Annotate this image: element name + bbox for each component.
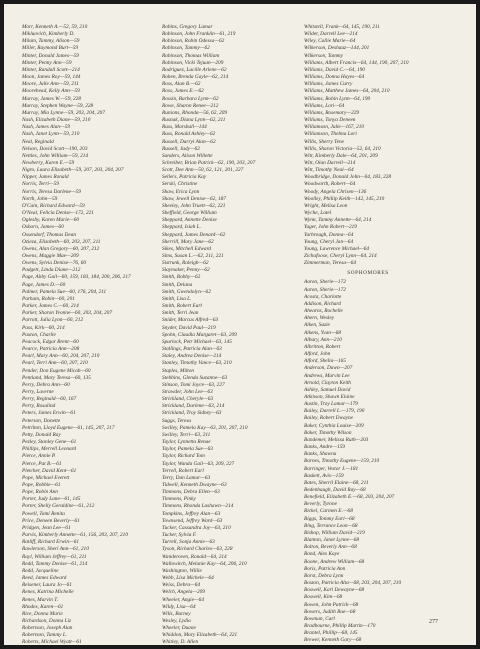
index-entry: Moore, Julie Ann—59, 211: [22, 81, 79, 88]
index-entry: Murray, Mia Lynne—59, 203, 204, 207: [22, 109, 105, 116]
index-entry: Baker, Cynthia Louise—209: [304, 422, 364, 429]
index-entry: Williams, James Curry: [304, 81, 353, 88]
index-entry: Bradbourne, Phillip Martin—170: [304, 622, 376, 629]
index-entry: Timmons, Debra Ellen—63: [162, 489, 220, 496]
index-entry: Sheeley, John Truett—62, 221: [162, 202, 226, 209]
index-entry: Brantel, Phillip—68, 145: [304, 630, 358, 637]
index-entry: North, John—59: [22, 195, 58, 202]
index-entry: Robinson, Vicki Tejuan—209: [162, 59, 224, 66]
index-entry: Whitley, D. Allen: [162, 639, 199, 645]
index-entry: Boone, Andrew William—68: [304, 558, 365, 565]
index-entry: Pender, Don Eugene Micah—60: [22, 367, 91, 374]
index-entry: Miller, Raymond Burt—59: [22, 45, 79, 52]
index-entry: Sherrill, Mary Jane—62: [162, 238, 214, 245]
index-entry: Timmons, Pinky: [162, 496, 196, 503]
index-entry: Ahern, Wesley: [304, 315, 335, 322]
index-entry: Webb, Lisa Michele—64: [162, 575, 214, 582]
index-entry: Williams, Lori—64: [304, 102, 345, 109]
index-entry: Perry, Rosalind: [22, 403, 56, 410]
index-entry: Renes, Katrina Michelle: [22, 589, 74, 596]
index-entry: Parham, Robin—60, 201: [22, 295, 75, 302]
index-entry: Strickland, Darlene—63, 214: [162, 403, 225, 410]
index-entry: Rowe, Sharon Renee—212: [162, 102, 219, 109]
index-entry: Bailey, Darrell L.—179, 190: [304, 408, 365, 415]
index-entry: Smith, Lisa L.: [162, 295, 192, 302]
index-entry: Boris, Patricia Ann: [304, 565, 346, 572]
index-entry: Pierce, Annie P.: [22, 453, 56, 460]
index-entry: Paxton, Charlie: [22, 331, 56, 338]
index-entry: Yager, John Robert—219: [304, 224, 357, 231]
index-entry: Barnes, Timothy Eugene—159, 210: [304, 458, 380, 465]
index-entry: Strickland, Cheryle—63: [162, 396, 214, 403]
index-entry: Perry, Laverne: [22, 388, 54, 395]
index-entry: Rusnak, Diana Lynn—62, 211: [162, 117, 226, 124]
index-entry: Moorehead, Kelly Ann—59: [22, 88, 80, 95]
index-entry: Reisener, Laura Jo—61: [22, 582, 72, 589]
index-entry: Borst, Debra Lynn: [304, 572, 344, 579]
index-entry: Welch, Angela—209: [162, 589, 205, 596]
index-entry: Smith, Bobby—62: [162, 274, 201, 281]
index-entry: Owens, Alan Gregory—60, 207, 212: [22, 245, 100, 252]
index-entry: Ross, Alan B.—62: [162, 81, 201, 88]
index-entry: Turrell, Sonja Annie—63: [162, 539, 215, 546]
index-entry: O'Neal, Felicia Denise—172, 221: [22, 210, 94, 217]
index-entry: Blanton, Janet Lynne—68: [304, 537, 360, 544]
index-entry: Snider, Marcus Alfred—63: [162, 317, 219, 324]
index-entry: Sikes, Mitchell Edward: [162, 245, 212, 252]
index-entry: Aaron, Sherie—172: [304, 286, 346, 293]
index-entry: Spurlock, Petr Michael—63, 145: [162, 338, 232, 345]
index-entry: Banks, Shawna: [304, 451, 337, 458]
index-entry: Wynn, Tammy Annette—64, 214: [304, 217, 372, 224]
index-entry: Witt, Olan Darrell—214: [304, 159, 356, 166]
index-entry: Bowman, Carl: [304, 615, 335, 622]
index-entry: Robinson, Thomas William: [162, 52, 220, 59]
index-entry: Tyson, Richard Charles—63, 228: [162, 546, 233, 553]
index-entry: Albritton, Robert: [304, 343, 341, 350]
index-entry: Minter, Penny Ann—59: [22, 59, 72, 66]
index-entry: Sanders, Alison Willette: [162, 152, 213, 159]
index-entry: Taylor, Lynnetta Renae: [162, 439, 211, 446]
index-entry: Ahearns, Rochelle: [304, 308, 343, 315]
index-entry: Andrews, Marvin Lee: [304, 372, 350, 379]
index-entry: Stanley, Timothy Vance—63, 210: [162, 360, 232, 367]
index-entry: Woodbridge, Donald John—64, 183, 228: [304, 174, 392, 181]
index-entry: Rhodes, Karen—61: [22, 603, 64, 610]
index-entry: Wilkerson, Tammy: [304, 52, 343, 59]
index-entry: Wildy, Lisa—64: [162, 603, 196, 610]
index-entry: Banks, Andre—159: [304, 444, 345, 451]
index-entry: Boston, Patricia Alta—68, 203, 204, 207, 210: [304, 580, 402, 587]
index-entry: Milam, Tammy, Alison—59: [22, 38, 80, 45]
index-entry: Renes, Marvin T.: [22, 596, 59, 603]
index-entry: Williamson, Thelma Lori: [304, 131, 357, 138]
index-entry: Pletcher, David Kent—61: [22, 467, 77, 474]
index-entry: Biggs, Tommy Earl—68: [304, 515, 355, 522]
index-entry: Austin, Troy Lamar—179: [304, 401, 358, 408]
index-entry: Price, Deneen Beverly—61: [22, 517, 80, 524]
index-entry: Willis, Sharon Victoria—52, 64, 210: [304, 145, 381, 152]
index-entry: Baskett, Avis—159: [304, 472, 344, 479]
index-entry: Osborn, James—60: [22, 224, 64, 231]
index-entry: Whiddon, Mary Elizabeth—64, 221: [162, 632, 238, 639]
index-entry: Smith, Robert Earl: [162, 303, 202, 310]
index-entry: Swilley, Pamela Kay—63, 201, 207, 210: [162, 424, 248, 431]
index-entry: Owens, Maggie Mae—209: [22, 253, 79, 259]
index-entry: Stebbins, Glenda Suzanne—63: [162, 374, 228, 381]
index-entry: Staley, Andrea Denise—214: [162, 353, 222, 360]
index-entry: Williams, Tonya Deneen: [304, 117, 356, 124]
index-entry: Boswell, Karl Dewayne—68: [304, 587, 365, 594]
index-entry: Russell, Judy—62: [162, 145, 200, 152]
index-entry: Sheffield, George William: [162, 210, 217, 217]
index-entry: Alford, John: [304, 351, 331, 358]
index-entry: Tucker, Sylvia F.: [162, 532, 197, 539]
index-entry: Scott, Dee Ann—50, 62, 121, 201, 227: [162, 167, 244, 174]
index-entry: Sellers, Patricia Kay: [162, 174, 207, 181]
index-entry: Owens, Sylvia Denise—76, 60: [22, 260, 86, 267]
index-entry: Morr, Kenneth A.—52, 59, 210: [22, 24, 88, 30]
sophomores-list: [304, 279, 424, 644]
index-entry: Minter, Randall Scott—214: [22, 66, 80, 73]
index-entry: Pearl, Mary Ann—60, 204, 207, 210: [22, 353, 100, 360]
index-entry: Stallings, Patricia Alan—63: [162, 346, 222, 353]
index-entry: Robinson, Tammy—62: [162, 45, 210, 52]
index-entry: Weiss, Debra—64: [162, 582, 201, 589]
index-entry: Sheppard, Annette Denise: [162, 217, 217, 224]
index-entry: Taylor, Richard Tom: [162, 453, 205, 460]
index-entry: Robinson, John Franklin—61, 219: [162, 31, 236, 38]
index-entry: Woodworth, Robert—64: [304, 181, 356, 188]
index-entry: Pierce, Pat B.—61: [22, 460, 62, 467]
index-entry: Witt, Kimberly Dale—64, 201, 209: [304, 152, 378, 159]
index-entry: Bates, Sherril Elaine—68, 211: [304, 479, 369, 486]
index-entry: Williams, David C.—64, 190: [304, 66, 365, 73]
index-entry: Pearl, Terri Ann—60, 207, 210: [22, 360, 88, 367]
index-entry: Willis, Sherry Tene: [304, 138, 344, 145]
index-entry: Boswell, Kim—68: [304, 594, 343, 601]
index-entry: Beverly, Tyrone: [304, 501, 337, 508]
index-entry: Suggs, Teresa: [162, 417, 192, 424]
index-entry: Norris, Terri—59: [22, 181, 59, 188]
index-entry: Acosta, Charlotte: [304, 293, 342, 300]
index-entry: Yarbrough, Donna—64: [304, 231, 354, 238]
index-entry: Woolley, Phillip Keith—142, 145, 210: [304, 195, 385, 202]
index-entry: Zimmerman, Teresa—64: [304, 260, 356, 267]
yearbook-index-page: [4, 4, 476, 645]
index-entry: Stinson, Tomi Joyce—63, 227: [162, 381, 225, 388]
index-entry: Timmons, Rhonda Lashawn—214: [162, 503, 234, 510]
index-entry: Nipper, James Ronald: [22, 174, 69, 181]
index-entry: Page, Abby Gail—60, 159, 183, 184, 200, 206, 217: [22, 274, 131, 281]
index-entry: Murray, James W.—59, 228: [22, 95, 81, 102]
index-entry: Bing, Terrance Leon—68: [304, 522, 358, 529]
index-entry: Pope, Robbie—61: [22, 482, 61, 488]
index-entry: Tompkins, Jeffrey Alan—63: [162, 510, 221, 517]
index-entry: Ratliff, Richard Erwin—61: [22, 539, 80, 546]
index-entry: Sheppard, Isiah L.: [162, 224, 201, 231]
index-entry: Young, Lawrence Michael—64: [304, 245, 370, 252]
index-entry: Rice, Donna Marie: [22, 610, 63, 617]
index-entry: Swilley, Terri—63, 211: [162, 431, 211, 438]
index-entry: Norris, Teresa Darlene—59: [22, 188, 81, 195]
index-entry: Minter, Donald James—59: [22, 52, 79, 59]
index-entry: Bowen, John Patrick—68: [304, 601, 359, 608]
index-entry: Porter, Shelly Geraldine—61, 212: [22, 503, 95, 510]
index-entry: Pezley, Stanley Gene—61: [22, 439, 77, 446]
index-entry: Baker, Timothy Wilson: [304, 429, 352, 436]
index-entry: Anderson, Dawn—207: [304, 365, 353, 372]
index-entry: Palmer, Pamela Sue—60, 176, 204, 211: [22, 288, 107, 295]
index-entry: Wilkerson, Deshauz—144, 201: [304, 45, 370, 52]
index-entry: Strawder, John Lee—63: [162, 388, 213, 395]
index-entry: Moon, James Roy—59, 144: [22, 74, 81, 81]
index-entry: Taylor, Wanda Gail—63, 209, 227: [162, 460, 235, 467]
index-entry: Pass, Kirk—60, 214: [22, 324, 65, 331]
index-entry: Ashley, Samuel David: [304, 386, 351, 393]
index-entry: Nash, Elizabeth Diane—59, 210: [22, 117, 91, 124]
index-entry: Barringer, Vestor J.—181: [304, 465, 359, 472]
index-entry: Tidwell, Kenneth Dwayne—63: [162, 482, 227, 488]
index-entry: Spohn, Claudia Margaret—63, 209: [162, 331, 237, 338]
index-entry: Redd, Tammy Denise—61, 214: [22, 560, 88, 567]
index-entry: Neal, Reginald: [22, 138, 54, 145]
page-number: 277: [429, 619, 438, 625]
index-entry: Williams, Albert Francis—64, 144, 190, 207, 210: [304, 59, 409, 66]
index-entry: Parker, Sharon Yvonne—60, 203, 204, 207: [22, 310, 113, 317]
index-entry: Tucker, Cassandra Joy—63, 210: [162, 524, 231, 531]
index-entry: Russell, Darryl Alan—62: [162, 138, 216, 145]
index-entry: Slaymaker, Penny—62: [162, 267, 210, 274]
index-entry: Williams, Robin Lynn—64, 190: [304, 95, 371, 102]
index-entry: Redd, Jacqueline: [22, 567, 59, 574]
index-entry: Staples, Milton: [162, 367, 195, 374]
index-entry: Parker, James C.—60, 214: [22, 303, 79, 310]
index-entry: Snyder, David Paul—219: [162, 324, 216, 331]
juniors-continued-list: [304, 24, 424, 267]
index-entry: Rayl, William Jeffrey—61, 211: [22, 553, 87, 560]
index-entry: Woody, Angela Chrisen—136: [304, 188, 367, 195]
index-entry: Wheeler, Duane: [162, 625, 196, 632]
index-entry: Pridgen, Jean Lee—61: [22, 524, 71, 531]
index-entry: Rohen, Brenda Gayle—62, 214: [162, 74, 229, 81]
index-entry: Pope, Robin Ann: [22, 489, 58, 496]
index-entry: Nigro, Laura Elizabeth—59, 207, 203, 204, 207: [22, 167, 124, 174]
index-entry: Serski, Christine: [162, 181, 198, 188]
index-entry: Petty, Donald Ray: [22, 431, 61, 438]
index-entry: Alford, Shelia—165: [304, 358, 346, 365]
index-entry: Schreiber, Brian Patrick—62, 190, 203, 207: [162, 159, 256, 166]
index-entry: Wanderoven, Ronald—64, 214: [162, 553, 227, 560]
index-column-left: [22, 24, 142, 645]
index-entry: Page, James D.—60: [22, 281, 66, 288]
index-entry: Russ, Marshall—144: [162, 124, 207, 131]
index-entry: Pearce, Patricia Ann—208: [22, 346, 80, 353]
index-entry: Brewer, Kenneth Gary—68: [304, 637, 362, 644]
index-entry: Richardson, Donna Liz: [22, 617, 72, 624]
index-entry: Nash, James Alan—59: [22, 124, 71, 131]
index-entry: Wright, Melisa Leon: [304, 202, 348, 209]
index-entry: Williams, Donna Hayes—64: [304, 74, 365, 81]
index-entry: Ozieza, Elizabeth—60, 203, 207, 211: [22, 238, 101, 245]
index-entry: Murray, Stephen Wayne—59, 228: [22, 102, 94, 109]
index-entry: Benefield, Elizabeth E.—68, 203, 204, 207: [304, 494, 395, 501]
index-entry: Sheppard, James Denard—62: [162, 231, 226, 238]
index-entry: Robertson, Joseph Alan: [22, 625, 73, 632]
index-entry: Williamson, Julie—167, 210: [304, 124, 365, 131]
index-entry: Runions, Rhonda—56, 62, 209: [162, 109, 228, 116]
index-entry: Rossin, Barbara Lynn—62: [162, 95, 219, 102]
index-entry: Wiley, Callie Marie—64: [304, 38, 356, 45]
index-entry: Aaron, Sherie—172: [304, 279, 346, 286]
sophomores-heading: SOPHOMORES: [347, 270, 389, 277]
index-entry: Nash, Janet Lynn—59, 210: [22, 131, 80, 138]
index-entry: Bond, Alex Kaye: [304, 551, 340, 558]
index-entry: Whitstell, Frank—64, 145, 190, 211: [304, 24, 380, 30]
index-entry: Wills, Barney: [162, 610, 191, 617]
index-entry: Sistrunk, Raleigh—62: [162, 260, 209, 267]
index-entry: Atkinson, Shawn Elaine: [304, 393, 355, 400]
index-entry: Williams, Matthew James—64, 204, 210: [304, 88, 390, 95]
index-entry: Wesley, Lydia: [162, 617, 191, 624]
index-entry: Ossendorf, Thomas Dean: [22, 231, 77, 238]
index-entry: Bailey, Robert Dwayne: [304, 415, 353, 422]
index-entry: Townsend, Jeffrey Ward—63: [162, 517, 223, 524]
index-entry: Smith, Terri Jean: [162, 310, 199, 317]
index-entry: Perry, Debra Ann—60: [22, 381, 70, 388]
index-column-right: [304, 24, 424, 644]
index-entry: Shaw, Jewell Denise—62, 187: [162, 195, 226, 202]
index-entry: Albury, Ann—210: [304, 336, 342, 343]
index-entry: Bolton, Beverly Ann—68: [304, 544, 357, 551]
index-entry: Newberry, Karen E.—59: [22, 159, 75, 166]
index-entry: Bishop, William David—219: [304, 529, 365, 536]
index-entry: Washington, Willie: [162, 567, 202, 574]
index-entry: Peterson, Danette: [22, 417, 61, 424]
index-entry: Witt, Timothy Neal—64: [304, 167, 354, 174]
index-entry: Nelson, David Scott—190, 203: [22, 145, 88, 152]
index-entry: Smith, Delana: [162, 281, 193, 288]
index-entry: Wyche, Latel: [304, 210, 332, 217]
index-entry: O'Cain, Richard Edward—59: [22, 202, 85, 209]
index-entry: Smith, Gwendolyn—62: [162, 288, 211, 295]
index-entry: Phillips, Merrell Leonard: [22, 446, 77, 453]
index-entry: Robins, Gregory Lamar: [162, 24, 213, 30]
index-entry: Perry, Reginald—60, 167: [22, 396, 77, 403]
index-entry: Robinson, Robin Odessa—62: [162, 38, 225, 45]
index-entry: Wilder, Darrell Lee—214: [304, 31, 358, 38]
index-entry: Bowers, Judith Rae—68: [304, 608, 356, 615]
index-entry: Peacock, Edgar Brent—60: [22, 338, 79, 345]
index-entry: Addison, Richard: [304, 300, 341, 307]
index-column-middle: [162, 24, 282, 645]
index-entry: Pope, Michael Everett: [22, 474, 70, 481]
index-entry: Bedenbaugh, David Ray—68: [304, 487, 366, 493]
index-entry: Reed, James Edward: [22, 575, 67, 582]
index-entry: Bandemer, Melissa Ruth—203: [304, 436, 369, 443]
index-entry: Padgett, Linda Diane—212: [22, 267, 81, 274]
index-entry: Sims, Susan L.—62, 211, 221: [162, 253, 224, 259]
index-entry: Williams, Rosemary—229: [304, 109, 360, 116]
index-entry: Oglesby, Karen Marie—60: [22, 217, 80, 224]
index-entry: Powell, Tami Renita: [22, 510, 65, 517]
index-entry: Arnold, Clayton Keith: [304, 379, 351, 386]
index-entry: Taylor, Pamela Sue—63: [162, 446, 213, 453]
index-entry: Strickland, Troy Sidney—63: [162, 410, 222, 417]
index-entry: Porter, Judy Lane—61, 145: [22, 496, 81, 503]
index-entry: Roberts, Michael Wyatt—61: [22, 639, 82, 645]
index-entry: Terrell, Robert Earl: [162, 467, 204, 474]
index-entry: Pentland, Mary Teresa—60, 135: [22, 374, 91, 381]
index-entry: Aiken, Suzie: [304, 322, 330, 329]
index-entry: Aikens, Yvan—68: [304, 329, 341, 336]
index-entry: Mikluovich, Kimberly D.: [22, 31, 75, 38]
index-entry: Russ, Ronald Ashley—62: [162, 131, 216, 138]
index-entry: Nettles, John William—59, 214: [22, 152, 89, 159]
index-entry: Wallowitch, Melanie Kay—64, 206, 210: [162, 560, 247, 567]
index-entry: Purvis, Kimberly Annette—61, 156, 203, 207, 210: [22, 532, 128, 539]
index-entry: Shaw, Erica Lynn: [162, 188, 200, 195]
index-entry: Rawlerson, Sheri Ann—61, 210: [22, 546, 89, 553]
index-entry: Wheeler, Angie—64: [162, 596, 204, 603]
index-entry: Rodriguez, Lucille Arlene—62: [162, 66, 227, 73]
index-entry: Robertson, Tammy L.: [22, 632, 68, 639]
index-entry: Terry, Dan Lamar—63: [162, 474, 211, 481]
index-entry: Parrott, Julia Lynn—60, 212: [22, 317, 84, 324]
index-entry: Peters, James Erwin—61: [22, 410, 76, 417]
index-entry: Zichafoose, Cheryl Lynn—64, 214: [304, 253, 377, 259]
index-entry: Bickel, Carmen E.—68: [304, 508, 353, 515]
index-entry: Petrilton, Lloyd Eugene—61, 145, 207, 217: [22, 424, 115, 431]
index-entry: Young, Cheryl Jan—64: [304, 238, 354, 245]
index-entry: Ross, James E.—62: [162, 88, 204, 95]
